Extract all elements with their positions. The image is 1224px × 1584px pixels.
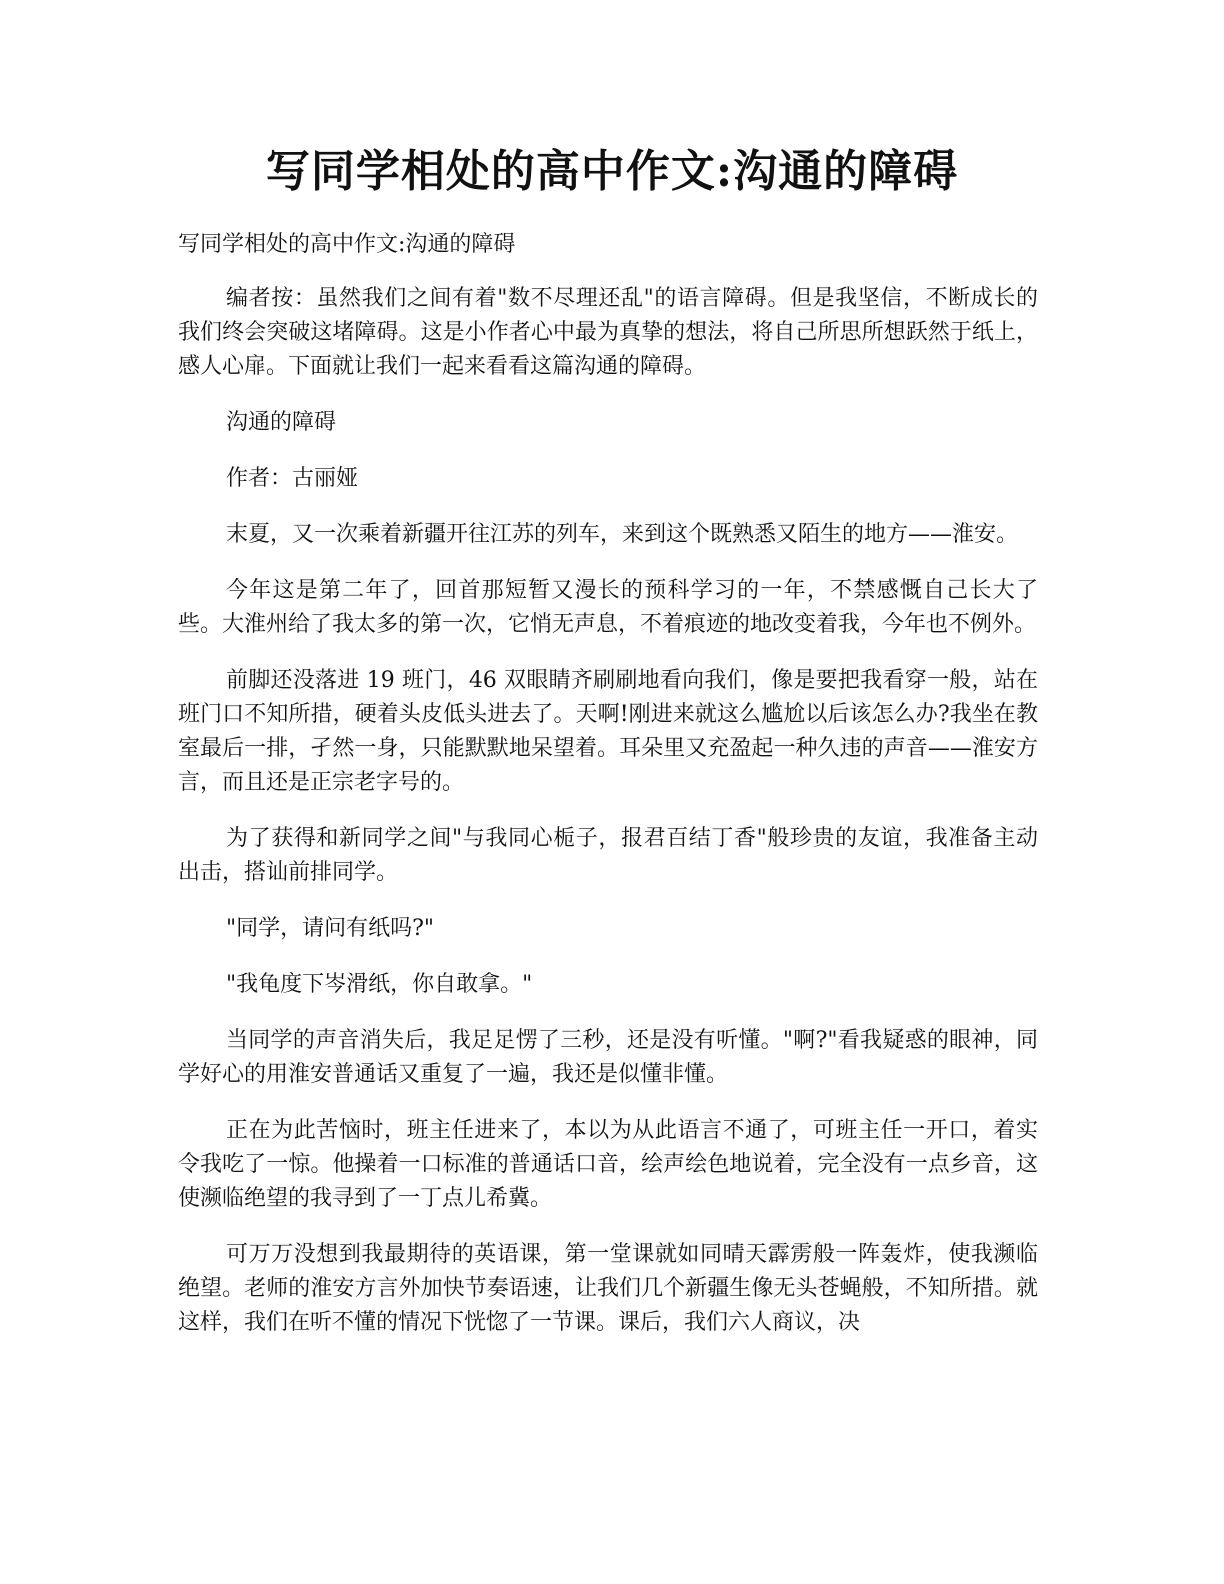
document-subtitle: 写同学相处的高中作文:沟通的障碍 [178,232,516,257]
paragraph-dialogue: "同学，请问有纸吗?" [226,916,435,941]
paragraph-essay-title: 沟通的障碍 [226,410,337,435]
document-body [178,228,1038,1362]
paragraph: 当同学的声音消失后，我足足愣了三秒，还是没有听懂。"啊?"看我疑惑的眼神，同学好心的用淮安普通话又重复了一遍，我还是似懂非懂。 [178,1028,1038,1087]
paragraph: 末夏，又一次乘着新疆开往江苏的列车，来到这个既熟悉又陌生的地方——淮安。 [226,522,1019,547]
paragraph-editor-note: 编者按：虽然我们之间有着"数不尽理还乱"的语言障碍。但是我坚信，不断成长的我们终会突破这堵障碍。这是小作者心中最为真挚的想法，将自己所思所想跃然于纸上，感人心扉。下面就让我们一起来看看这篇沟通的障碍。 [178,286,1038,379]
paragraph: 正在为此苦恼时，班主任进来了，本以为从此语言不通了，可班主任一开口，着实令我吃了一惊。他操着一口标准的普通话口音，绘声绘色地说着，完全没有一点乡音，这使濒临绝望的我寻到了一丁点儿希冀。 [178,1118,1038,1211]
paragraph: 为了获得和新同学之间"与我同心栀子，报君百结丁香"般珍贵的友谊，我准备主动出击，搭讪前排同学。 [178,826,1038,885]
paragraph: 前脚还没落进 19 班门，46 双眼睛齐刷刷地看向我们，像是要把我看穿一般，站在班门口不知所措，硬着头皮低头进去了。天啊!刚进来就这么尴尬以后该怎么办?我坐在教室最后一排，孑然一身，只能默默地呆望着。耳朵里又充盈起一种久违的声音——淮安方言，而且还是正宗老字号的。 [178,668,1038,795]
document-title: 写同学相处的高中作文:沟通的障碍 [265,146,959,197]
paragraph: 可万万没想到我最期待的英语课，第一堂课就如同晴天霹雳般一阵轰炸，使我濒临绝望。老师的淮安方言外加快节奏语速，让我们几个新疆生像无头苍蝇般，不知所措。就这样，我们在听不懂的情况下恍惚了一节课。课后，我们六人商议，决 [178,1242,1038,1335]
paragraph-author: 作者：古丽娅 [226,466,359,491]
paragraph-dialogue: "我龟度下岑滑纸，你自敢拿。" [226,972,533,997]
paragraph: 今年这是第二年了，回首那短暂又漫长的预科学习的一年，不禁感慨自己长大了些。大淮州给了我太多的第一次，它悄无声息，不着痕迹的地改变着我，今年也不例外。 [178,578,1038,637]
